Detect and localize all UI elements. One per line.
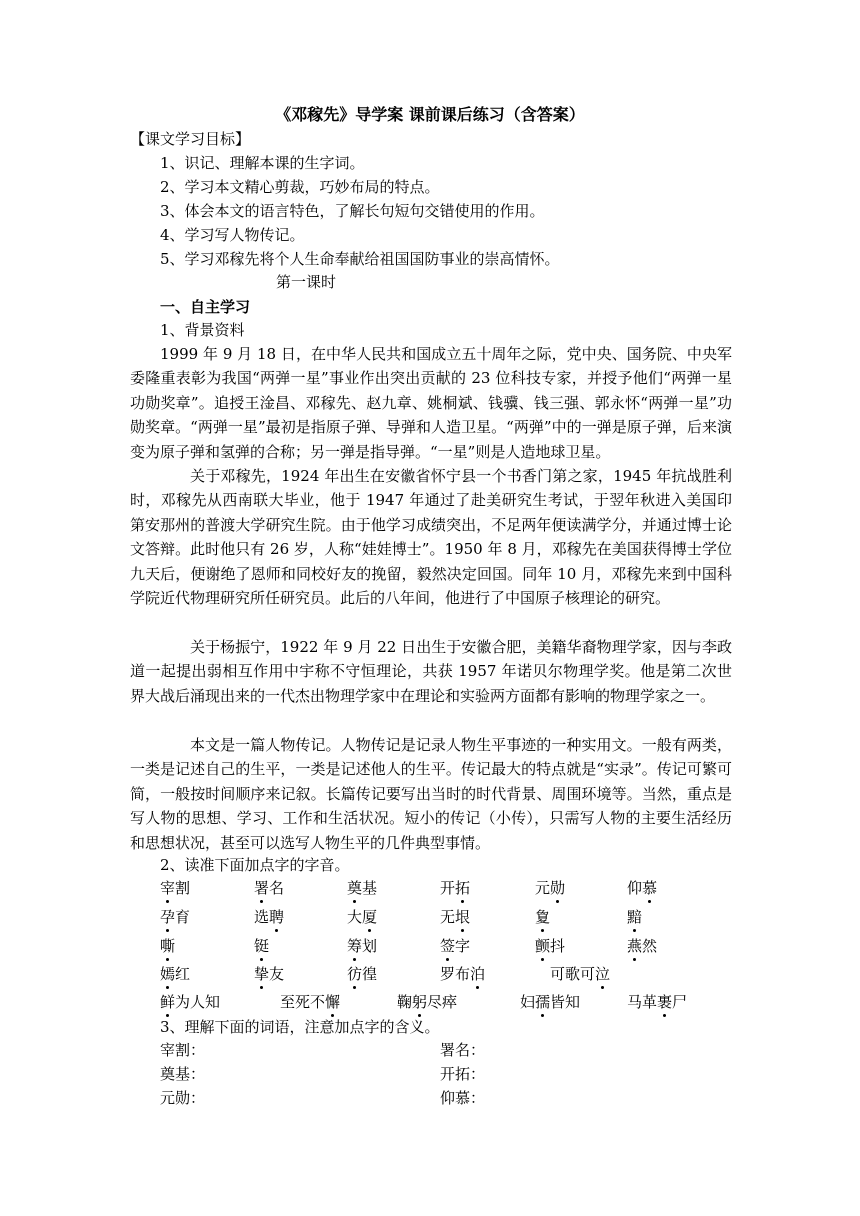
word-item: 燕然: [627, 934, 657, 958]
word-item: 嫣红: [160, 962, 190, 986]
dotted-char: 孕: [160, 905, 175, 929]
word-item: 签字: [440, 934, 470, 958]
dotted-char: 厦: [362, 905, 377, 929]
objectives-heading: 【课文学习目标】: [130, 130, 251, 148]
objective-item: 3、体会本文的语言特色，了解长句短句交错使用的作用。: [160, 202, 545, 220]
dotted-char: 拓: [455, 876, 470, 900]
word-item: 署名: [254, 876, 284, 900]
word-item: 鲜为人知: [160, 990, 220, 1014]
dotted-char: 鲜: [160, 990, 175, 1014]
word-item: 至死不懈: [280, 990, 340, 1014]
word-item: 马革裹尸: [627, 990, 687, 1014]
word-item: 元勋: [535, 876, 565, 900]
dotted-char: 嘶: [160, 934, 175, 958]
word-item: 选聘: [254, 905, 284, 929]
objective-item: 4、学习写人物传记。: [160, 226, 305, 244]
dotted-char: 奠: [347, 876, 362, 900]
background-heading: 1、背景资料: [160, 321, 245, 339]
dotted-char: 聘: [269, 905, 284, 929]
dotted-char: 嫣: [160, 962, 175, 986]
dotted-char: 垠: [455, 905, 470, 929]
document-title: 《邓稼先》导学案 课前课后练习（含答案）: [275, 105, 585, 124]
word-item: 大厦: [347, 905, 377, 929]
dotted-char: 颤: [535, 934, 550, 958]
word-item: 宰割: [160, 876, 190, 900]
question-3-heading: 3、理解下面的词语，注意加点字的含义。: [160, 1018, 440, 1036]
word-item: [535, 905, 550, 929]
dotted-char: 躬: [412, 990, 427, 1014]
background-paragraph: 本文是一篇人物传记。人物传记是记录人物生平事迹的一种实用文。一般有两类，一类是记述自己的生平，一类是记述他人的生平。传记最大的特点就是“实录”。传记可繁可简，一般按时间顺序来记叙。长篇传记要写出当时的时代背景、周围环境等。当然，重点是写人物的思想、学习、工作和生活状况。短小的传记（小传），只需写人物的主要生活经历和思想状况，甚至可以选写人物生平的几件典型事情。: [130, 736, 732, 852]
word-item: 罗布泊: [440, 962, 485, 986]
word-item: [254, 934, 269, 958]
dotted-char: 泣: [595, 962, 610, 986]
dotted-char: 铤: [254, 934, 269, 958]
word-item: 奠基: [347, 876, 377, 900]
background-paragraph: 关于杨振宁，1922 年 9 月 22 日出生于安徽合肥，美籍华裔物理学家，因与李政道一起提出弱相互作用中宇称不守恒理论，共获 1957 年诺贝尔物理学奖。他是第二次世界大战后涌现出来的一代杰出物理学家中在理论和实验两方面都有影响的物理学家之一。: [130, 638, 732, 705]
word-item: 挚友: [254, 962, 284, 986]
dotted-char: 孺: [535, 990, 550, 1014]
word-item: 仰慕: [627, 876, 657, 900]
background-paragraph: 关于邓稼先，1924 年出生在安徽省怀宁县一个书香门第之家，1945 年抗战胜利时，邓稼先从西南联大毕业，他于 1947 年通过了赴美研究生考试，于翌年秋进入美国印第安那州的普渡大学研究生院。由于他学习成绩突出，不足两年便读满学分，并通过博士论文答辩。此时他只有 26 岁，人称“娃娃博士”。1950 年 8 月，邓稼先在美国获得博士学位九天后，便谢绝了恩师和同校好友的挽留，毅然决定回国。同年 10 月，邓稼先来到中国科学院近代物理研究所任研究员。此后的八年间，他进行了中国原子核理论的研究。: [130, 467, 732, 608]
definition-label: 元勋：: [160, 1089, 206, 1107]
word-item: 无垠: [440, 905, 470, 929]
objective-item: 1、识记、理解本课的生字词。: [160, 154, 365, 172]
lesson-label: 第一课时: [276, 273, 337, 291]
dotted-char: 懈: [325, 990, 340, 1014]
word-item: 开拓: [440, 876, 470, 900]
definition-label: 仰慕：: [440, 1089, 486, 1107]
word-item: 孕育: [160, 905, 190, 929]
word-item: 妇孺皆知: [520, 990, 580, 1014]
dotted-char: 裹: [657, 990, 672, 1014]
section-heading: 一、自主学习: [160, 298, 251, 316]
dotted-char: 燕: [627, 934, 642, 958]
dotted-char: 黯: [627, 905, 642, 929]
dotted-char: 挚: [254, 962, 269, 986]
word-item: 彷徨: [347, 962, 377, 986]
question-2-heading: 2、读准下面加点字的字音。: [160, 856, 350, 874]
dotted-char: 署: [254, 876, 269, 900]
dotted-char: 勋: [550, 876, 565, 900]
word-item: 颤抖: [535, 934, 565, 958]
word-item: [160, 934, 175, 958]
background-paragraph: 1999 年 9 月 18 日，在中华人民共和国成立五十周年之际，党中央、国务院、中央军委隆重表彰为我国“两弹一星”事业作出突出贡献的 23 位科技专家，并授予他们“两弹一星功勋奖章”。追授王淦昌、邓稼先、赵九章、姚桐斌、钱骥、钱三强、郭永怀“两弹一星”功勋奖章。“两弹一星”最初是指原子弹、导弹和人造卫星。“两弹”中的一弹是原子弹，后来演变为原子弹和氢弹的合称；另一弹是指导弹。“一星”则是人造地球卫星。: [130, 345, 732, 461]
dotted-char: 宰: [160, 876, 175, 900]
word-item: 筹划: [347, 934, 377, 958]
dotted-char: 彷: [347, 962, 362, 986]
definition-label: 署名：: [440, 1041, 486, 1059]
objective-item: 2、学习本文精心剪裁，巧妙布局的特点。: [160, 178, 440, 196]
word-item: 鞠躬尽瘁: [397, 990, 457, 1014]
word-item: 可歌可泣: [550, 962, 610, 986]
definition-label: 开拓：: [440, 1065, 486, 1083]
definition-label: 宰割：: [160, 1041, 206, 1059]
definition-label: 奠基：: [160, 1065, 206, 1083]
word-item: [627, 905, 642, 929]
dotted-char: 慕: [642, 876, 657, 900]
dotted-char: 筹: [347, 934, 362, 958]
dotted-char: 夐: [535, 905, 550, 929]
dotted-char: 泊: [470, 962, 485, 986]
objective-item: 5、学习邓稼先将个人生命奉献给祖国国防事业的崇高情怀。: [160, 250, 560, 268]
dotted-char: 签: [440, 934, 455, 958]
